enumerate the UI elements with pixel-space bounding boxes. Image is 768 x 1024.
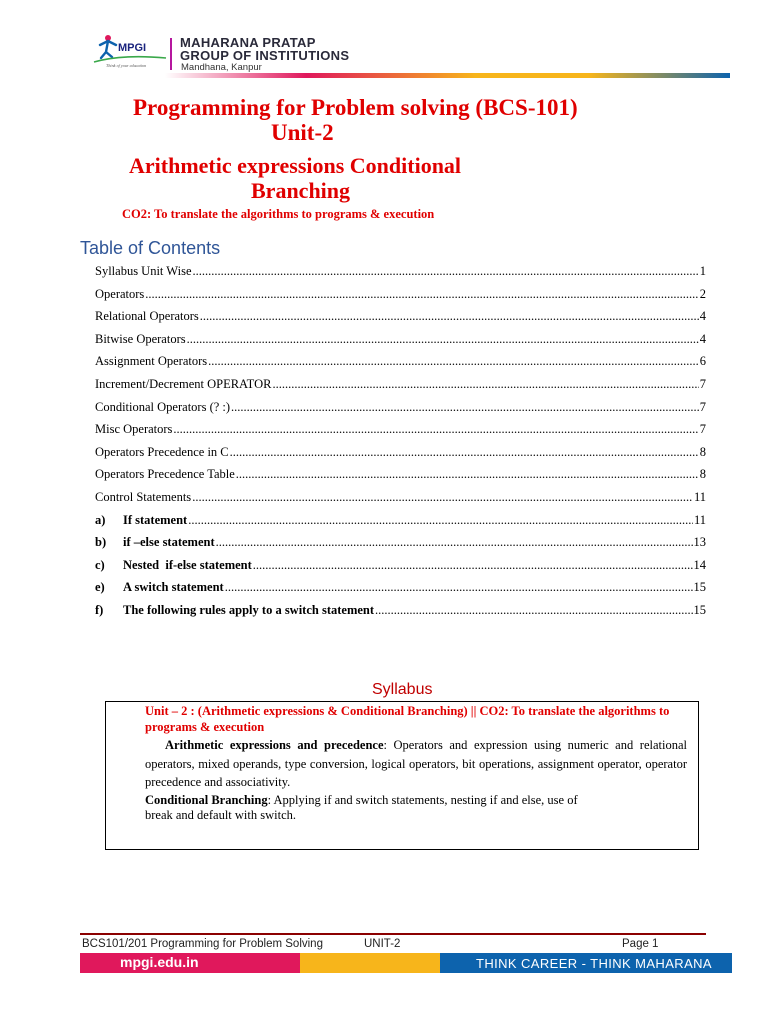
institution-name-line1: MAHARANA PRATAP [180,35,316,50]
toc-entry[interactable] [95,400,706,423]
syllabus-paragraph-branching [145,793,687,823]
toc-dot-leader [187,332,699,347]
toc-dot-leader [200,309,699,324]
toc-entry-label: Increment/Decrement OPERATOR [95,376,272,391]
toc-entry-label: Bitwise Operators [95,331,186,346]
toc-subentry-label: If statement [123,512,188,527]
toc-entry-label: Syllabus Unit Wise [95,264,192,278]
toc-subentry[interactable] [95,558,706,581]
toc-entry-page: 7 [699,399,706,414]
toc-entry-page: 15 [693,580,706,595]
toc-dot-leader [272,377,698,392]
toc-entry-page: 1 [699,264,706,278]
toc-subentry[interactable] [95,580,706,603]
toc-entry-label: Misc Operators [95,422,173,437]
toc-subentry[interactable] [95,513,706,536]
syllabus-text-branching-line2: break and default with switch. [145,808,296,822]
footer-page-number: Page 1 [622,938,659,950]
toc-dot-leader [225,580,693,595]
footer-course: BCS101/201 Programming for Problem Solving [82,938,323,950]
toc-dot-leader [375,603,692,618]
syllabus-heading: Syllabus [372,681,433,698]
toc-entry-label: Operators [95,286,145,301]
toc-entry[interactable] [95,422,706,445]
syllabus-term-arithmetic: Arithmetic expressions and precedence [165,738,384,752]
toc-entry-page: 15 [693,602,706,617]
footer-rule [80,933,706,935]
toc-heading: Table of Contents [80,238,221,258]
toc-entry-label: Conditional Operators (? :) [95,399,231,414]
toc-entry-page: 4 [699,309,706,324]
toc-subentry-letter: c) [95,557,105,572]
course-outcome: CO2: To translate the algorithms to programs & execution [122,207,435,221]
syllabus-term-branching: Conditional Branching [145,793,268,807]
toc-entry[interactable] [95,332,706,355]
logo-tagline: Think of your education [106,63,147,68]
toc-entry-page: 13 [693,535,706,550]
toc-entry[interactable] [95,445,706,468]
toc-subentry-letter: e) [95,580,105,595]
toc-dot-leader [236,467,699,482]
toc-entry[interactable] [95,309,706,332]
toc-entry-label: Relational Operators [95,309,199,324]
toc-dot-leader [253,558,693,573]
institution-name-line2: GROUP OF INSTITUTIONS [180,48,350,63]
toc-entry-label: Assignment Operators [95,354,208,369]
toc-subentry-label: Nested if-else statement [123,557,252,572]
unit-subtitle-line1: Arithmetic expressions Conditional [129,153,462,178]
footer-tagline: THINK CAREER - THINK MAHARANA [476,956,712,971]
toc-subentry[interactable] [95,603,706,626]
toc-subentry-label: A switch statement [123,580,224,595]
toc-subentry-letter: a) [95,512,106,527]
toc-dot-leader [193,264,699,279]
toc-entry[interactable] [95,264,706,287]
toc-subentry[interactable] [95,535,706,558]
table-of-contents [95,264,706,626]
footer-website[interactable]: mpgi.edu.in [120,954,199,970]
syllabus-box-title: Unit – 2 : (Arithmetic expressions & Conditional Branching) || CO2: To translate the algorithms to programs & execution [145,704,670,734]
toc-dot-leader [208,354,699,369]
toc-subentry-letter: b) [95,535,107,550]
toc-subentry-label: The following rules apply to a switch statement [123,602,375,617]
toc-subentry-letter: f) [95,602,104,617]
toc-entry-page: 6 [699,354,706,369]
toc-entry-page: 11 [693,489,706,504]
toc-entry[interactable] [95,490,706,513]
toc-entry-label: Operators Precedence Table [95,467,235,482]
toc-entry[interactable] [95,287,706,310]
logo-swoosh [94,57,166,62]
header-band-fill [165,73,730,78]
syllabus-text-branching-line1: : Applying if and switch statements, nesting if and else, use of [267,793,578,807]
toc-dot-leader [145,287,698,302]
toc-entry-page: 14 [693,557,706,572]
toc-entry-label: Operators Precedence in C [95,444,229,459]
toc-dot-leader [216,535,693,550]
toc-entry-page: 11 [693,512,706,527]
logo-divider [170,38,172,70]
toc-entry-page: 8 [699,444,706,459]
logo-figure-body [100,41,116,58]
footer-band-yellow [300,953,440,973]
course-title: Programming for Problem solving (BCS-101) [133,95,578,120]
unit-title: Unit-2 [271,120,334,145]
toc-dot-leader [173,422,698,437]
toc-dot-leader [231,400,699,415]
mpgi-logo [92,32,168,68]
footer-unit: UNIT-2 [364,938,401,950]
syllabus-text-arithmetic: : Operators and expression using numeric and relational operators, mixed operands, type conversion, logical operators, bit operations, assignment operator, operator precedence and associativity. [145,738,687,789]
header-color-band [165,73,730,78]
toc-subentry-label: if –else statement [123,535,215,550]
toc-entry-page: 8 [699,467,706,482]
logo-text: MPGI [118,42,147,54]
unit-subtitle-line2: Branching [251,178,351,203]
toc-entry-page: 2 [699,286,706,301]
toc-dot-leader [192,490,693,505]
toc-entry-page: 4 [699,331,706,346]
institution-location: Mandhana, Kanpur [181,62,262,73]
toc-entry-label: Control Statements [95,489,192,504]
toc-dot-leader [188,513,693,528]
syllabus-paragraph-arithmetic [145,736,687,792]
toc-entry[interactable] [95,467,706,490]
toc-entry-page: 7 [699,422,706,437]
toc-entry[interactable] [95,377,706,400]
toc-entry[interactable] [95,354,706,377]
toc-entry-page: 7 [699,376,706,391]
toc-dot-leader [230,445,699,460]
